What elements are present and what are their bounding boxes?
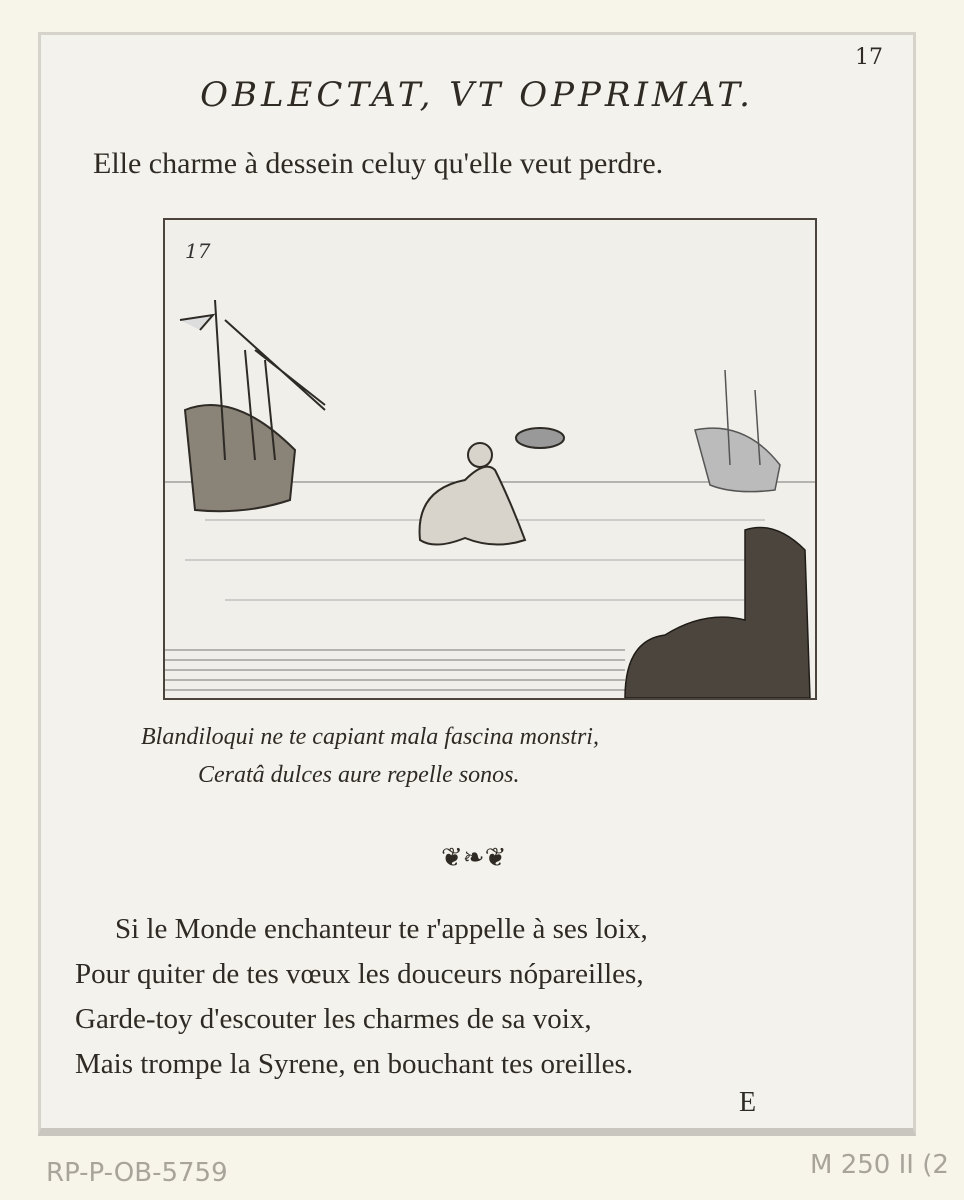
ship-right (695, 370, 780, 492)
latin-line: Ceratâ dulces aure repelle sonos. (198, 762, 520, 788)
verse-line: Si le Monde enchanteur te r'appelle à ses loix, (115, 913, 648, 945)
emblem-motto: OBLECTAT, VT OPPRIMAT. (200, 75, 754, 115)
page-number: 17 (855, 45, 883, 70)
french-verse (75, 907, 648, 1087)
verse-line: Mais trompe la Syrene, en bouchant tes oreilles. (75, 1048, 634, 1080)
siren-figure (420, 428, 564, 545)
verse-line: Garde-toy d'escouter les charmes de sa voix, (75, 1003, 592, 1035)
etching-illustration (163, 218, 817, 700)
ornament-icon: ❦❧❦ (441, 843, 507, 873)
print-plate (38, 32, 916, 1136)
verse-line: Pour quiter de tes vœux les douceurs nópareilles, (75, 958, 644, 990)
ship-left (180, 300, 325, 511)
emblem-subtitle: Elle charme à dessein celuy qu'elle veut perdre. (93, 147, 664, 180)
signature-mark: E (739, 1087, 757, 1118)
rocks (625, 528, 810, 699)
latin-verse (141, 718, 599, 794)
plate-number: 17 (185, 239, 211, 263)
latin-line: Blandiloqui ne te capiant mala fascina monstri, (141, 724, 599, 750)
inventory-number: RP-P-OB-5759 (46, 1158, 228, 1188)
catalog-note: M 250 II (2 (810, 1150, 949, 1180)
